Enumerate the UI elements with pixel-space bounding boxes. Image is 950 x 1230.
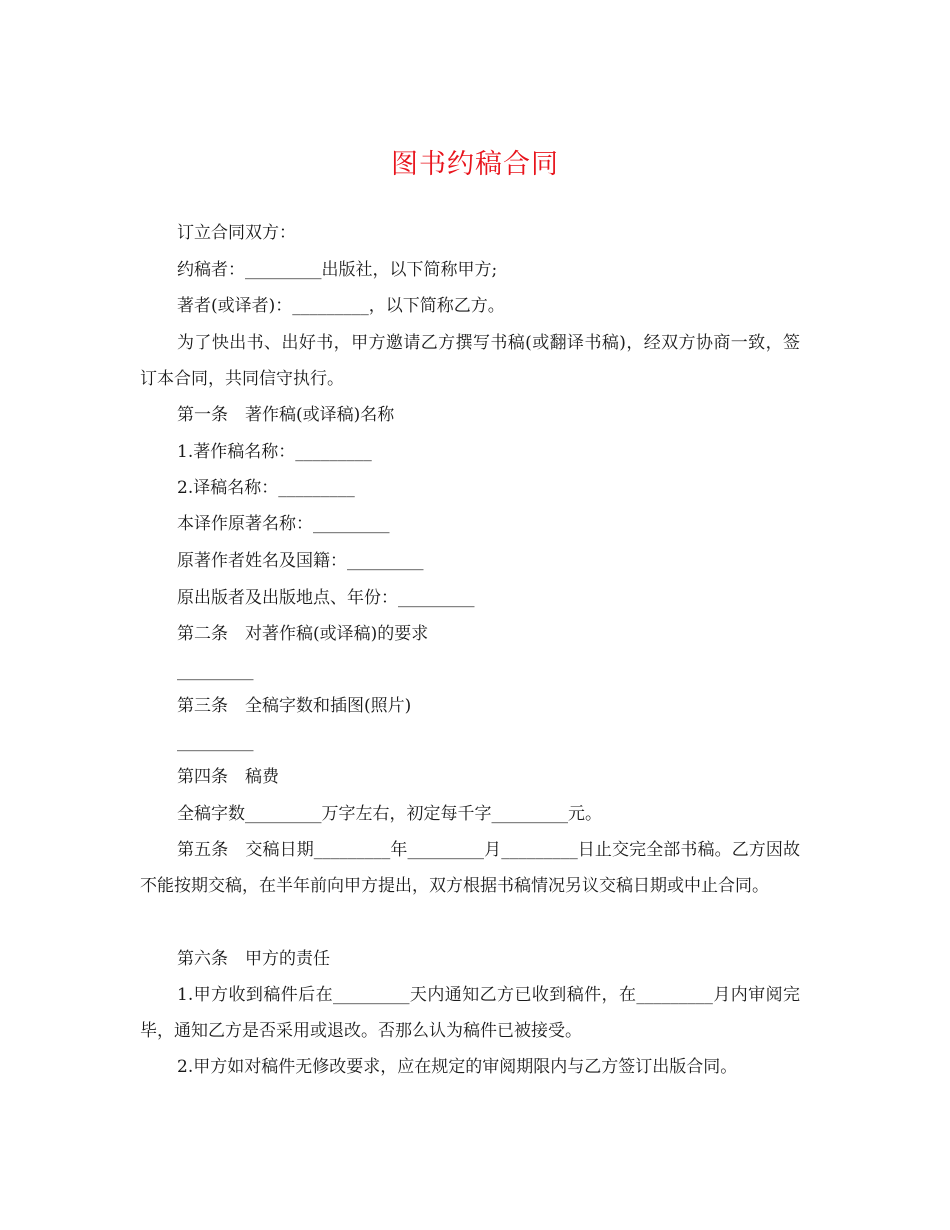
article-6-clause-2: 2.甲方如对稿件无修改要求，应在规定的审阅期限内与乙方签订出版合同。	[177, 1057, 738, 1077]
preamble-paragraph: 为了快出书、出好书，甲方邀请乙方撰写书稿(或翻译书稿)，经双方协商一致，签订本合同，共同信守执行。	[140, 333, 800, 389]
original-title-line: 本译作原著名称：_________	[177, 514, 390, 534]
commissioner-line: 约稿者：_________出版社，以下简称甲方;	[177, 260, 498, 280]
author-line: 著者(或译者)：_________，以下简称乙方。	[177, 296, 505, 316]
article-2-blank: _________	[177, 661, 254, 681]
article-3-blank: _________	[177, 732, 254, 752]
article-5-paragraph: 第五条 交稿日期_________年_________月_________日止交完全部书稿。乙方因故不能按期交稿，在半年前向甲方提出，双方根据书稿情况另议交稿日期或中止合同。	[140, 840, 800, 896]
article-4-heading: 第四条 稿费	[177, 767, 279, 787]
article-2-heading: 第二条 对著作稿(或译稿)的要求	[177, 624, 429, 644]
original-author-line: 原著作者姓名及国籍：_________	[177, 551, 424, 571]
translation-title-line: 2.译稿名称：_________	[177, 478, 355, 498]
article-1-heading: 第一条 著作稿(或译稿)名称	[177, 405, 395, 425]
document-title: 图书约稿合同	[391, 149, 559, 180]
article-6-heading: 第六条 甲方的责任	[177, 949, 330, 969]
royalty-line: 全稿字数_________万字左右，初定每千字_________元。	[177, 804, 602, 824]
article-3-heading: 第三条 全稿字数和插图(照片)	[177, 696, 412, 716]
article-6-clause-1: 1.甲方收到稿件后在_________天内通知乙方已收到稿件，在_________月内审阅完毕，通知乙方是否采用或退改。否那么认为稿件已被接受。	[140, 985, 800, 1041]
original-publisher-line: 原出版者及出版地点、年份：_________	[177, 588, 475, 608]
work-title-line: 1.著作稿名称：_________	[177, 442, 372, 462]
parties-heading: 订立合同双方：	[177, 223, 296, 243]
